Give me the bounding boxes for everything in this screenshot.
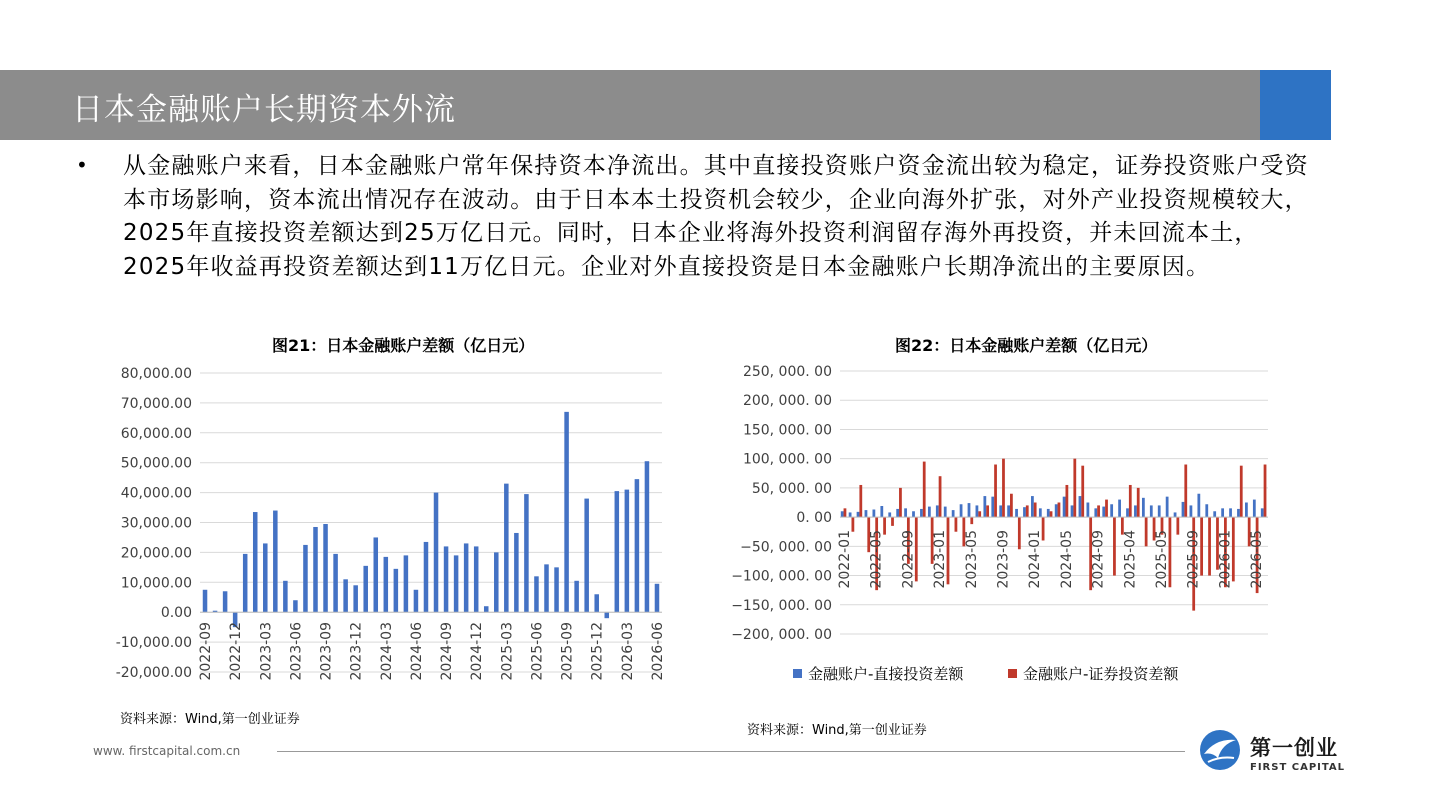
bar <box>1010 494 1013 517</box>
bar <box>923 462 926 518</box>
x-tick-label: 2022-12 <box>228 622 245 681</box>
bar <box>1094 508 1097 517</box>
bar <box>615 491 620 612</box>
bar <box>844 508 847 517</box>
bar <box>936 505 939 517</box>
bar <box>891 517 894 526</box>
x-tick-label: 2025-04 <box>1122 530 1139 589</box>
bar <box>976 505 979 517</box>
y-tick-label: 250, 000. 00 <box>742 364 832 380</box>
bar <box>343 579 348 612</box>
bar <box>1134 505 1137 517</box>
bar <box>1158 505 1161 517</box>
bar <box>1174 512 1177 517</box>
brand-name-cn: 第一创业 <box>1250 736 1338 760</box>
bar <box>960 504 963 517</box>
x-tick-label: 2025-03 <box>499 622 516 681</box>
bar <box>384 557 389 612</box>
bar <box>1208 517 1211 575</box>
legend-series2-label: 金融账户-证券投资差额 <box>1023 665 1179 683</box>
bar <box>841 511 844 517</box>
y-tick-label: 70,000.00 <box>120 395 192 412</box>
bar <box>983 496 986 517</box>
y-tick-label: -10,000.00 <box>115 635 192 652</box>
bar <box>865 510 868 517</box>
x-tick-label: 2024-09 <box>439 622 456 681</box>
x-tick-label: 2024-06 <box>408 622 425 681</box>
bar <box>928 507 931 518</box>
bar <box>374 537 379 612</box>
bar <box>1229 508 1232 517</box>
bar <box>1240 466 1243 517</box>
bar <box>994 465 997 518</box>
brand-name-en: FIRST CAPITAL <box>1250 762 1346 773</box>
x-tick-label: 2024-09 <box>1090 530 1107 589</box>
bar <box>504 484 509 613</box>
bar <box>1002 459 1005 517</box>
bar <box>1190 505 1193 517</box>
y-tick-label: 10,000.00 <box>120 575 192 592</box>
bar <box>1264 465 1267 518</box>
bar <box>1018 517 1021 549</box>
bar <box>544 564 549 612</box>
bar <box>986 505 989 517</box>
bar <box>978 511 981 517</box>
bar <box>524 494 529 612</box>
y-tick-label: 50,000.00 <box>120 455 192 472</box>
legend-series1 <box>793 663 963 684</box>
body-paragraph: 从金融账户来看，日本金融账户常年保持资本净流出。其中直接投资账户资金流出较为稳定，证券投资账户受资本市场影响，资本流出情况存在波动。由于日本本土投资机会较少，企业向海外扩张，对外产业投资规模较大，2025年直接投资差额达到25万亿日元。同时，日本企业将海外投资利润留存海外再投资，并未回流本土，2025年收益再投资差额达到11万亿日元。企业对外直接投资是日本金融账户长期净流出的主要原因。 <box>123 153 1309 280</box>
bar <box>1142 498 1145 517</box>
x-tick-label: 2022-01 <box>836 530 853 589</box>
x-tick-label: 2026-01 <box>1217 530 1234 589</box>
bar <box>584 499 589 613</box>
x-tick-label: 2023-09 <box>318 622 335 681</box>
bar <box>404 555 409 612</box>
y-tick-label: 50, 000. 00 <box>751 480 832 497</box>
y-tick-label: 200, 000. 00 <box>742 393 832 410</box>
y-tick-label: −100, 000. 00 <box>731 568 832 585</box>
y-tick-label: 80,000.00 <box>120 366 192 382</box>
x-tick-label: 2025-09 <box>559 622 576 681</box>
bar <box>849 512 852 517</box>
bar <box>1213 511 1216 517</box>
bar <box>1237 509 1240 517</box>
y-tick-label: −200, 000. 00 <box>731 627 832 643</box>
bar <box>223 591 228 612</box>
x-tick-label: 2023-12 <box>348 622 365 681</box>
x-tick-label: 2023-06 <box>288 622 305 681</box>
bar <box>859 485 862 517</box>
bar <box>353 585 358 612</box>
x-tick-label: 2023-09 <box>995 530 1012 589</box>
bar <box>625 490 630 613</box>
x-tick-label: 2025-12 <box>589 622 606 681</box>
bar <box>1079 496 1082 517</box>
bar <box>464 543 469 612</box>
bar <box>1176 517 1179 535</box>
bar <box>880 506 883 517</box>
title-accent-block <box>1260 70 1331 140</box>
chart2-title: 图22：日本金融账户差额（亿日元） <box>895 336 1158 355</box>
y-tick-label: -20,000.00 <box>115 665 192 681</box>
bar <box>263 543 268 612</box>
bar <box>1039 508 1042 517</box>
y-tick-label: 60,000.00 <box>120 425 192 442</box>
x-tick-label: 2026-05 <box>1249 530 1266 589</box>
bar <box>1034 503 1037 518</box>
bar <box>394 569 399 612</box>
bar <box>1071 505 1074 517</box>
bar <box>970 517 973 524</box>
bar <box>1145 517 1148 546</box>
bar <box>564 412 569 612</box>
bar <box>912 511 915 517</box>
x-tick-label: 2024-12 <box>469 622 486 681</box>
bullet-icon: • <box>76 153 88 177</box>
x-tick-label: 2023-03 <box>258 622 275 681</box>
chart1-title: 图21：日本金融账户差额（亿日元） <box>272 336 535 355</box>
bar <box>434 493 439 613</box>
bar <box>968 503 971 517</box>
bar <box>1065 485 1068 517</box>
bar <box>955 517 958 532</box>
bar <box>655 584 660 612</box>
bar <box>1073 459 1076 517</box>
bar <box>454 555 459 612</box>
bar <box>293 600 298 612</box>
footer-divider <box>277 751 1185 752</box>
bar <box>333 554 338 612</box>
bar <box>554 567 559 612</box>
bar <box>1047 509 1050 517</box>
legend-series2 <box>1008 663 1178 684</box>
bar <box>363 566 368 612</box>
bar <box>1081 466 1084 517</box>
bar <box>594 594 599 612</box>
chart2-source: 资料来源：Wind,第一创业证券 <box>747 723 927 738</box>
bar <box>1261 508 1264 517</box>
bar <box>1205 504 1208 517</box>
x-tick-label: 2025-09 <box>1185 530 1202 589</box>
bar <box>1118 500 1121 518</box>
bar <box>1031 496 1034 517</box>
bar <box>514 533 519 612</box>
bar <box>1110 504 1113 517</box>
x-tick-label: 2025-05 <box>1154 530 1170 589</box>
bar <box>1055 504 1058 517</box>
y-tick-label: 150, 000. 00 <box>742 422 832 439</box>
bar <box>857 512 860 517</box>
x-tick-label: 2025-06 <box>529 622 546 681</box>
bar <box>1150 505 1153 517</box>
chart2-svg <box>720 340 1300 670</box>
x-tick-label: 2024-01 <box>1027 530 1044 589</box>
footer-url[interactable]: www. firstcapital.com.cn <box>93 744 241 758</box>
y-tick-label: 40,000.00 <box>120 485 192 502</box>
bar <box>1086 503 1089 518</box>
bar <box>444 546 449 612</box>
y-tick-label: 100, 000. 00 <box>742 451 832 468</box>
bar <box>494 552 499 612</box>
bar <box>1097 505 1100 517</box>
bar <box>872 510 875 518</box>
bar <box>203 590 208 612</box>
bar <box>1182 502 1185 517</box>
bar <box>904 508 907 517</box>
bar <box>1197 494 1200 517</box>
bar <box>253 512 258 612</box>
bar <box>605 612 610 618</box>
x-tick-label: 2026-06 <box>649 622 666 681</box>
chart1-svg <box>0 340 700 710</box>
bar <box>1129 485 1132 517</box>
bar <box>1126 508 1129 517</box>
logo-icon <box>1198 728 1242 772</box>
y-tick-label: 0. 00 <box>796 510 832 527</box>
bar <box>939 476 942 517</box>
page-title: 日本金融账户长期资本外流 <box>72 92 456 128</box>
x-tick-label: 2023-01 <box>932 530 949 589</box>
bar <box>896 509 899 517</box>
bar <box>424 542 429 612</box>
bar <box>313 527 318 612</box>
bar <box>1105 500 1108 518</box>
bar <box>952 510 955 517</box>
y-tick-label: −150, 000. 00 <box>731 597 832 614</box>
bar <box>283 581 288 612</box>
bar <box>273 511 278 613</box>
chart1-source: 资料来源：Wind,第一创业证券 <box>120 712 300 727</box>
y-tick-label: 0.00 <box>160 605 192 622</box>
bar <box>944 507 947 518</box>
bar <box>1245 503 1248 518</box>
x-tick-label: 2024-03 <box>378 622 395 681</box>
bar <box>1221 508 1224 517</box>
bar <box>851 517 854 532</box>
y-tick-label: 20,000.00 <box>120 545 192 562</box>
bar <box>414 590 419 612</box>
bar <box>243 554 248 612</box>
legend-swatch-red <box>1008 669 1017 678</box>
bar <box>303 545 308 612</box>
bar <box>484 606 489 612</box>
bar <box>991 497 994 517</box>
x-tick-label: 2022-09 <box>198 622 215 681</box>
bar <box>1137 488 1140 517</box>
bar <box>645 461 650 612</box>
legend-series1-label: 金融账户-直接投资差额 <box>808 665 964 683</box>
y-tick-label: 30,000.00 <box>120 515 192 532</box>
x-tick-label: 2024-05 <box>1058 530 1075 589</box>
bar <box>1113 517 1116 575</box>
bar <box>888 512 891 517</box>
legend-swatch-blue <box>793 669 802 678</box>
bar <box>1102 507 1105 518</box>
bar <box>920 509 923 517</box>
bar <box>1184 465 1187 518</box>
x-tick-label: 2026-03 <box>619 622 636 681</box>
bar <box>999 505 1002 517</box>
bar <box>1166 497 1169 517</box>
bar <box>1253 500 1256 518</box>
bar <box>1023 507 1026 517</box>
bar <box>574 581 579 612</box>
bar <box>1007 505 1010 517</box>
bar <box>1063 497 1066 517</box>
x-tick-label: 2022-09 <box>900 530 917 589</box>
bar <box>474 546 479 612</box>
bar <box>1058 503 1061 518</box>
x-tick-label: 2023-05 <box>963 530 980 589</box>
bar <box>1015 509 1018 517</box>
bar <box>635 479 640 612</box>
bar <box>899 488 902 517</box>
bar <box>534 576 539 612</box>
bar <box>323 524 328 612</box>
x-tick-label: 2022-05 <box>868 530 885 589</box>
y-tick-label: −50, 000. 00 <box>740 539 832 556</box>
bar <box>1050 511 1053 517</box>
bar <box>1026 505 1029 517</box>
